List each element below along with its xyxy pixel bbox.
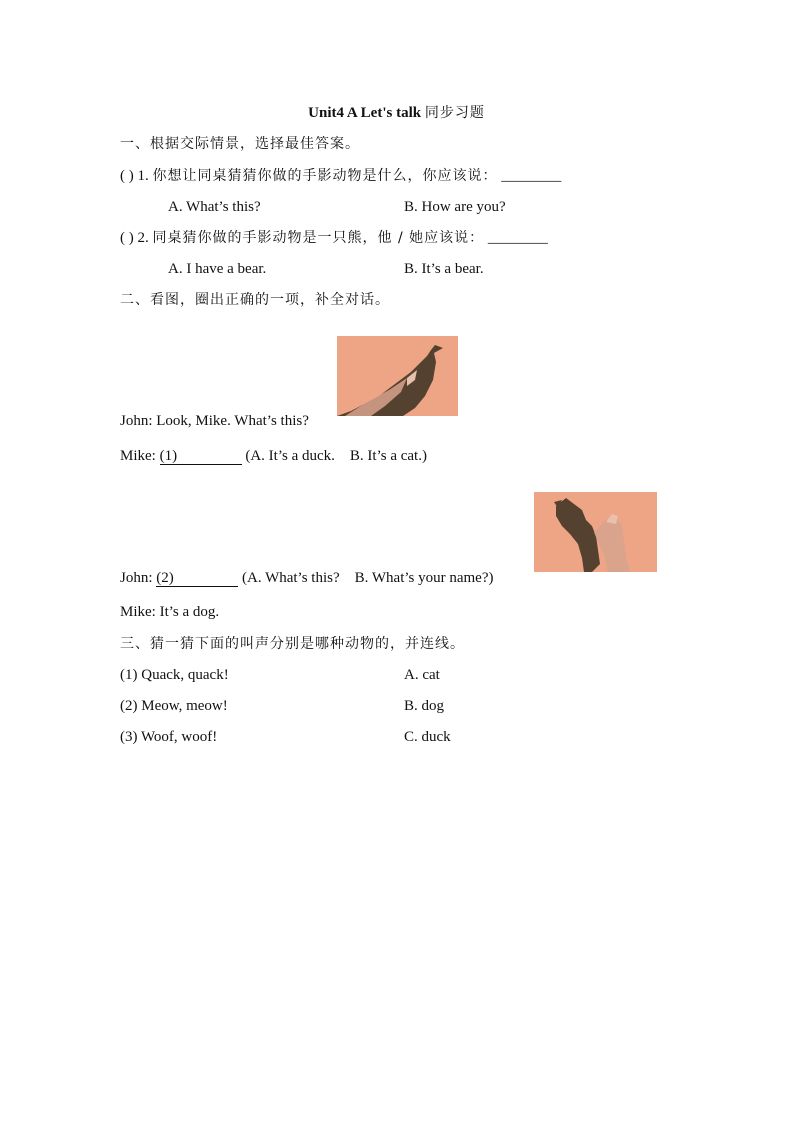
answer-options-1[interactable]: (A. It’s a duck. B. It’s a cat.): [245, 448, 427, 464]
blank-number: (1): [159, 448, 178, 464]
answer-blank-1[interactable]: [160, 448, 242, 465]
matching-left-1[interactable]: (1) Quack, quack!: [120, 667, 229, 683]
hand-shadow-dog-picture: [534, 492, 657, 572]
question-number: 1.: [137, 168, 149, 184]
question-text: 你想让同桌猜猜你做的手影动物是什么，你应该说：: [152, 168, 498, 184]
matching-left-3[interactable]: (3) Woof, woof!: [120, 729, 218, 745]
q1-option-b: B. How are you?: [404, 199, 506, 215]
q2-option-b: B. It’s a bear.: [404, 261, 484, 277]
question-number: 2.: [137, 230, 149, 246]
answer-blank-2[interactable]: [156, 570, 238, 587]
q1-option-a: A. What’s this?: [168, 199, 261, 215]
section2-heading: 二、看图，圈出正确的一项，补全对话。: [120, 292, 390, 308]
matching-right-2[interactable]: B. dog: [404, 698, 445, 714]
title-cn: 同步习题: [424, 105, 485, 121]
question-1: [120, 167, 561, 185]
answer-paren[interactable]: ( ): [120, 230, 134, 246]
matching-right-3[interactable]: C. duck: [404, 729, 451, 745]
dialogue-line-3: [120, 569, 494, 587]
section3-heading: 三、猜一猜下面的叫声分别是哪种动物的，并连线。: [120, 636, 465, 652]
dialogue-line-4: Mike: It’s a dog.: [120, 604, 220, 620]
dialogue-line-2: [120, 447, 427, 465]
question-2: [120, 229, 548, 247]
matching-left-2[interactable]: (2) Meow, meow!: [120, 698, 228, 714]
hand-shadow-duck-picture: [337, 336, 458, 416]
page-title: [0, 104, 793, 122]
dialogue-line-1: John: Look, Mike. What’s this?: [120, 413, 309, 429]
title-en: Unit4 A Let's talk: [308, 105, 422, 121]
question-text: 同桌猜你做的手影动物是一只熊，他 / 她应该说：: [152, 230, 485, 246]
answer-blank[interactable]: ________: [501, 168, 562, 184]
answer-paren[interactable]: ( ): [120, 168, 134, 184]
speaker-john: John:: [120, 570, 153, 586]
speaker-mike: Mike:: [120, 448, 156, 464]
answer-options-2[interactable]: (A. What’s this? B. What’s your name?): [242, 570, 494, 586]
q2-option-a: A. I have a bear.: [168, 261, 267, 277]
section1-heading: 一、根据交际情景，选择最佳答案。: [120, 136, 360, 152]
answer-blank[interactable]: ________: [487, 230, 548, 246]
blank-number: (2): [156, 570, 174, 586]
matching-right-1[interactable]: A. cat: [404, 667, 440, 683]
